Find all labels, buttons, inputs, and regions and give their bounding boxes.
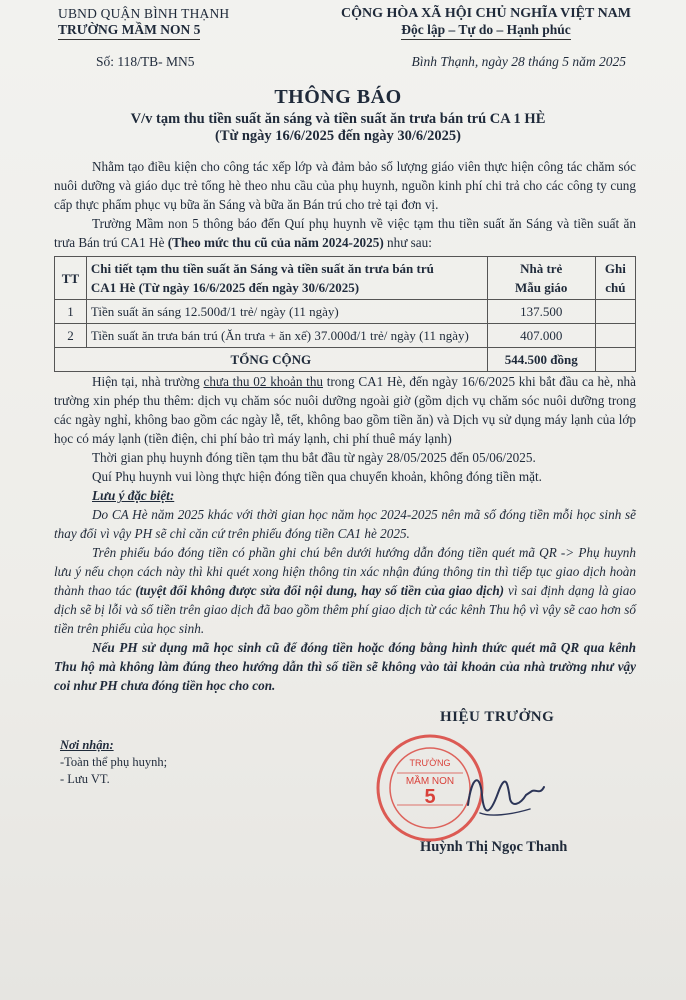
total-amount: 544.500 đồng [487, 348, 595, 372]
table-row [55, 300, 636, 324]
p3-rest: trong CA1 Hè, đến ngày 16/6/2025 khi bắt đầu ca hè, nhà trường xin phép thu thêm: dịch vụ chăm sóc nuôi dưỡng ngoài giờ (gồm dịch vụ chăm sóc nuôi dưỡng trong các ngày nghỉ, không bao gồm các ngày lễ, tết, không bao gồm tiền ăn) và Dịch vụ sử dụng máy lạnh của lớp học có máy lạnh (tiền điện, chi phí bảo trì máy lạnh, chi phí thuê máy lạnh) [54, 374, 636, 446]
col-amount [487, 257, 595, 300]
signer-title: HIỆU TRƯỞNG [440, 709, 555, 725]
document-header [40, 6, 636, 40]
note-paragraph-2 [54, 543, 636, 638]
org-line-1: UBND QUẬN BÌNH THẠNH [58, 6, 230, 21]
document-subtitle: V/v tạm thu tiền suất ăn sáng và tiền suất ăn trưa bán trú CA 1 HÈ [130, 111, 546, 127]
row-note [595, 324, 635, 348]
total-note [595, 348, 635, 372]
col-detail [86, 257, 487, 300]
recipient-item: - Lưu VT. [60, 772, 110, 786]
n2-text: Trên phiếu báo đóng tiền có phần ghi chú bên dưới hướng dẫn đóng tiền quét mã QR -> Phụ huynh lưu ý nếu chọn cách này thì khi quét xong hiện thông tin xác nhận đúng thông tin thì tiếp tục giao dịch hoàn thành thao tác [54, 545, 636, 598]
p3-underlined: chưa thu 02 khoản thu [203, 374, 324, 389]
handwritten-signature [460, 765, 550, 825]
recipient-item: -Toàn thể phụ huynh; [60, 755, 168, 769]
col-detail-line1: Chi tiết tạm thu tiền suất ăn Sáng và tiền suất ăn trưa bán trú [90, 261, 434, 276]
document-number: Số: 118/TB- MN5 [96, 54, 195, 69]
table-row [55, 324, 636, 348]
recipients-title: Nơi nhận: [60, 738, 114, 752]
intro2-bold: (Theo mức thu cũ của năm 2024-2025) [167, 235, 384, 250]
issuing-organization [40, 6, 308, 40]
stamp-line-2: MẦM NON [405, 776, 455, 787]
nation-line-1: CỘNG HÒA XÃ HỘI CHỦ NGHĨA VIỆT NAM [340, 6, 631, 21]
note-paragraph-3: Nếu PH sử dụng mã học sinh cũ để đóng tiền hoặc đóng bằng hình thức quét mã QR qua kênh Thu hộ mà không làm đúng theo hướng dẫn thì số tiền sẽ không vào tài khoản của nhà trường như vậy coi như PH chưa đóng tiền học cho con. [54, 640, 636, 693]
row-amount: 407.000 [487, 324, 595, 348]
intro2-text: Trường Mầm non 5 thông báo đến Quí phụ huynh về việc tạm thu tiền suất ăn Sáng và tiền suất ăn trưa Bán trú CA1 Hè [54, 216, 636, 250]
document-footer [40, 709, 636, 869]
col-tt: TT [55, 257, 87, 300]
total-label: TỔNG CỘNG [55, 348, 488, 372]
org-line-2: TRƯỜNG MẦM NON 5 [58, 22, 200, 40]
document-title: THÔNG BÁO [274, 86, 402, 108]
intro-paragraph-1: Nhằm tạo điều kiện cho công tác xếp lớp và đảm bảo số lượng giáo viên thực hiện công tác chăm sóc nuôi dưỡng và giáo dục trẻ tổng hè theo nhu cầu của phụ huynh, nguồn kinh phí chi trả cho các công ty cung cấp thực phẩm phục vụ bữa ăn Sáng và bữa ăn Bán trú cho trẻ tại đơn vị. [54, 159, 636, 212]
row-tt: 2 [55, 324, 87, 348]
stamp-number: 5 [424, 786, 436, 808]
number-date-row [40, 54, 636, 70]
national-motto [336, 6, 636, 40]
intro2-end: như sau: [383, 235, 432, 250]
col-note-line1: Ghi [604, 261, 626, 276]
fee-table [54, 256, 636, 372]
table-header-row [55, 257, 636, 300]
row-detail: Tiền suất ăn trưa bán trú (Ăn trưa + ăn xế) 37.000đ/1 trẻ/ ngày (11 ngày) [86, 324, 487, 348]
row-amount: 137.500 [487, 300, 595, 324]
document-body [40, 157, 636, 695]
intro-paragraph-2 [54, 214, 636, 252]
row-note [595, 300, 635, 324]
paragraph-payment-method: Quí Phụ huynh vui lòng thực hiện đóng tiền qua chuyển khoản, không đóng tiền mặt. [92, 469, 542, 484]
col-amount-line1: Nhà trẻ [520, 261, 563, 276]
note-title: Lưu ý đặc biệt: [92, 488, 175, 503]
col-amount-line2: Mẫu giáo [515, 280, 568, 295]
n2-bold: (tuyệt đối không được sửa đổi nội dung, hay số tiền của giao dịch) [135, 583, 505, 598]
signer-name: Huỳnh Thị Ngọc Thanh [420, 839, 568, 855]
document-date: Bình Thạnh, ngày 28 tháng 5 năm 2025 [411, 54, 626, 69]
col-detail-line2: CA1 Hè (Từ ngày 16/6/2025 đến ngày 30/6/2025) [90, 280, 360, 295]
table-total-row [55, 348, 636, 372]
stamp-line-1: TRƯỜNG [409, 758, 451, 768]
row-detail: Tiền suất ăn sáng 12.500đ/1 trẻ/ ngày (11 ngày) [86, 300, 487, 324]
recipients-block [60, 737, 167, 788]
col-note-line2: chú [605, 280, 626, 295]
paragraph-extra-fees [54, 372, 636, 448]
document-period: (Từ ngày 16/6/2025 đến ngày 30/6/2025) [215, 128, 461, 144]
row-tt: 1 [55, 300, 87, 324]
nation-line-2: Độc lập – Tự do – Hạnh phúc [401, 22, 571, 40]
n2-rest: vì sai định dạng là giao dịch sẽ bị lỗi và số tiền trên giao dịch đã bao gồm thêm phí giao dịch từ các kênh Thu hộ vì vậy sẽ cao hơn số tiền trên phiếu của học sinh. [54, 583, 636, 636]
p3-text: Hiện tại, nhà trường [92, 374, 204, 389]
col-note [595, 257, 635, 300]
paragraph-payment-period: Thời gian phụ huynh đóng tiền tạm thu bắt đầu từ ngày 28/05/2025 đến 05/06/2025. [92, 450, 536, 465]
note-paragraph-1: Do CA Hè năm 2025 khác với thời gian học năm học 2024-2025 nên mã số đóng tiền mỗi học sinh sẽ thay đổi vì vậy PH sẽ chỉ căn cứ trên phiếu đóng tiền CA1 hè 2025. [54, 507, 636, 541]
